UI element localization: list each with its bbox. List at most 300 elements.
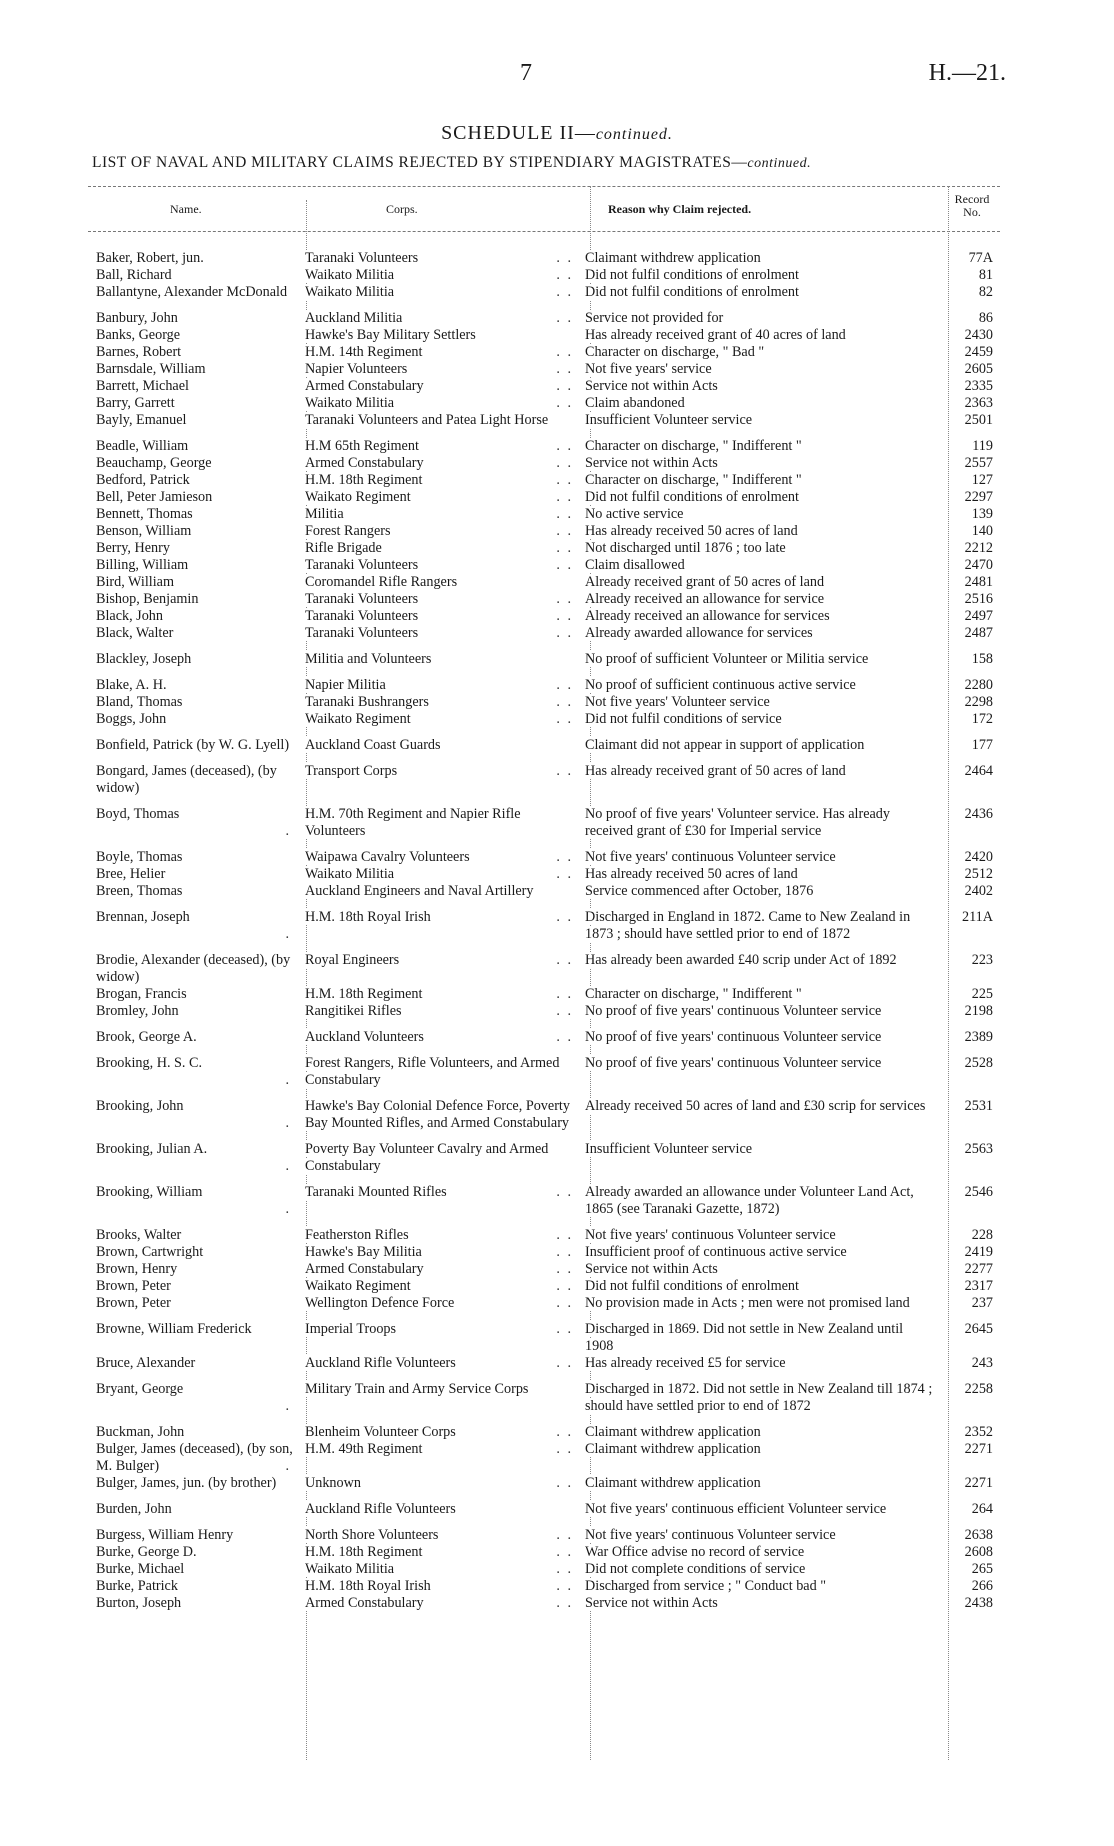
- record-number: [935, 1544, 998, 1561]
- corps-cell-text: Auckland Volunteers: [305, 1029, 427, 1045]
- table-row: [92, 327, 998, 344]
- reason-cell: [577, 378, 935, 395]
- record-number: [935, 1321, 998, 1355]
- reason-cell: [577, 737, 935, 754]
- record-number-text: 158: [972, 651, 996, 667]
- record-number-text: 2389: [965, 1029, 996, 1045]
- reason-cell-text: Service commenced after October, 1876: [585, 883, 816, 899]
- corps-cell-text: Armed Constabulary: [305, 1261, 427, 1277]
- name-cell: [92, 344, 295, 361]
- reason-cell: [577, 1355, 935, 1372]
- list-title: [92, 154, 811, 172]
- corps-cell: [295, 677, 577, 694]
- name-cell-text: Bongard, James (deceased), (by widow): [96, 763, 277, 796]
- record-number-text: 2198: [965, 1003, 996, 1019]
- name-cell-text: Bree, Helier: [96, 866, 168, 882]
- corps-cell-text: H.M. 18th Royal Irish: [305, 909, 434, 925]
- corps-cell-text: Waikato Militia: [305, 395, 397, 411]
- reason-cell-text: Has already received 50 acres of land: [585, 523, 801, 539]
- corps-cell: [295, 952, 577, 986]
- record-number: [935, 1184, 998, 1218]
- name-cell: [92, 574, 295, 591]
- name-cell: [92, 250, 295, 267]
- name-cell-text: Beauchamp, George: [96, 455, 215, 471]
- reason-cell: [577, 250, 935, 267]
- name-cell-text: Brown, Peter: [96, 1278, 174, 1294]
- reason-cell: [577, 395, 935, 412]
- table-row: [92, 489, 998, 506]
- corps-cell-text: Transport Corps: [305, 763, 400, 779]
- name-cell-text: Bishop, Benjamin: [96, 591, 201, 607]
- corps-cell-text: Auckland Militia: [305, 310, 405, 326]
- table-row: [92, 952, 998, 986]
- reason-cell-text: Did not fulfil conditions of enrolment: [585, 284, 802, 300]
- table-row: [92, 267, 998, 284]
- table-row: [92, 608, 998, 625]
- reason-cell: [577, 763, 935, 797]
- reason-cell: [577, 806, 935, 840]
- reason-cell: [577, 574, 935, 591]
- record-number: [935, 1055, 998, 1089]
- record-number-text: 2557: [965, 455, 996, 471]
- record-number: [935, 952, 998, 986]
- reason-cell-text: Not five years' continuous Volunteer service: [585, 849, 839, 865]
- reason-cell: [577, 506, 935, 523]
- reason-cell: [577, 952, 935, 986]
- record-number: [935, 1355, 998, 1372]
- record-number-text: 2645: [965, 1321, 996, 1337]
- schedule-title: [0, 122, 1114, 145]
- name-cell: [92, 694, 295, 711]
- corps-cell-text: H.M 65th Regiment: [305, 438, 422, 454]
- corps-cell: [295, 1561, 577, 1578]
- corps-cell: [295, 806, 577, 840]
- name-cell-text: Bruce, Alexander: [96, 1355, 198, 1371]
- name-cell: [92, 952, 295, 986]
- corps-cell: [295, 1424, 577, 1441]
- reason-cell-text: Already received 50 acres of land and £30 scrip for services: [585, 1098, 928, 1114]
- record-number-text: 2438: [965, 1595, 996, 1611]
- name-cell-text: Bird, William: [96, 574, 177, 590]
- corps-cell: [295, 395, 577, 412]
- corps-cell-text: Taranaki Volunteers and Patea Light Horse: [305, 412, 551, 428]
- table-row: [92, 986, 998, 1003]
- table-header: [88, 186, 1000, 232]
- table-row: [92, 1029, 998, 1046]
- name-cell: [92, 1029, 295, 1046]
- name-cell: [92, 591, 295, 608]
- record-number-text: 2638: [965, 1527, 996, 1543]
- column-header-record: Record No.: [954, 192, 990, 219]
- record-number-text: 2402: [965, 883, 996, 899]
- reason-cell: [577, 1098, 935, 1132]
- table-row: [92, 455, 998, 472]
- reason-cell: [577, 438, 935, 455]
- table-row: [92, 574, 998, 591]
- record-number: [935, 1424, 998, 1441]
- name-cell-text: Brooking, H. S. C.: [96, 1055, 205, 1071]
- corps-cell-text: H.M. 70th Regiment and Napier Rifle Volunteers: [305, 806, 521, 839]
- list-title-text: LIST OF NAVAL AND MILITARY CLAIMS REJECTED BY STIPENDIARY MAGISTRATES—: [92, 154, 748, 171]
- reason-cell-text: No proof of five years' continuous Volunteer service: [585, 1003, 884, 1019]
- table-row: [92, 1261, 998, 1278]
- reason-cell: [577, 1295, 935, 1312]
- record-number: [935, 763, 998, 797]
- name-cell-text: Brodie, Alexander (deceased), (by widow): [96, 952, 291, 985]
- reason-cell: [577, 1381, 935, 1415]
- reason-cell-text: Already received an allowance for services: [585, 608, 833, 624]
- record-number: [935, 737, 998, 754]
- corps-cell-text: Taranaki Volunteers: [305, 250, 421, 266]
- name-cell: [92, 438, 295, 455]
- corps-cell: [295, 651, 577, 668]
- name-cell: [92, 1141, 295, 1175]
- corps-cell-text: Coromandel Rifle Rangers: [305, 574, 460, 590]
- reason-cell-text: Discharged in England in 1872. Came to New Zealand in 1873 ; should have settled prior to end of 1872: [585, 909, 911, 942]
- reason-cell: [577, 267, 935, 284]
- reason-cell-text: No proof of five years' continuous Volunteer service: [585, 1029, 884, 1045]
- record-number-text: 2419: [965, 1244, 996, 1260]
- reason-cell-text: Has already received £5 for service: [585, 1355, 789, 1371]
- name-cell: [92, 489, 295, 506]
- table-row: [92, 1295, 998, 1312]
- reason-cell-text: Already received an allowance for service: [585, 591, 827, 607]
- name-cell: [92, 455, 295, 472]
- corps-cell-text: Napier Volunteers: [305, 361, 410, 377]
- name-cell-text: Bonfield, Patrick (by W. G. Lyell): [96, 737, 292, 753]
- reason-cell: [577, 909, 935, 943]
- name-cell-text: Blackley, Joseph: [96, 651, 194, 667]
- corps-cell-text: North Shore Volunteers: [305, 1527, 441, 1543]
- record-number-text: 2317: [965, 1278, 996, 1294]
- corps-cell-text: Waikato Militia: [305, 866, 397, 882]
- reason-cell: [577, 866, 935, 883]
- corps-cell-text: Blenheim Volunteer Corps: [305, 1424, 459, 1440]
- name-cell-text: Boyd, Thomas: [96, 806, 182, 822]
- corps-cell-text: Armed Constabulary: [305, 455, 427, 471]
- corps-cell-text: Taranaki Volunteers: [305, 608, 421, 624]
- name-cell-text: Brooking, Julian A.: [96, 1141, 210, 1157]
- reason-cell-text: Has already received grant of 50 acres of land: [585, 763, 849, 779]
- reason-cell: [577, 1595, 935, 1612]
- record-number: [935, 1561, 998, 1578]
- record-number: [935, 267, 998, 284]
- corps-cell: [295, 1355, 577, 1372]
- corps-cell: [295, 608, 577, 625]
- reason-cell: [577, 489, 935, 506]
- corps-cell-text: Waikato Militia: [305, 284, 397, 300]
- reason-cell: [577, 540, 935, 557]
- name-cell-text: Burke, Patrick: [96, 1578, 181, 1594]
- name-cell-text: Ballantyne, Alexander McDonald: [96, 284, 290, 300]
- table-row: [92, 1561, 998, 1578]
- record-number-text: 2258: [965, 1381, 996, 1397]
- name-cell: [92, 1595, 295, 1612]
- reason-cell-text: Insufficient Volunteer service: [585, 1141, 755, 1157]
- corps-cell: [295, 412, 577, 429]
- record-number: [935, 677, 998, 694]
- name-cell: [92, 608, 295, 625]
- name-cell-text: Burgess, William Henry: [96, 1527, 236, 1543]
- reason-cell: [577, 1475, 935, 1492]
- record-number-text: 2528: [965, 1055, 996, 1071]
- reason-cell: [577, 711, 935, 728]
- name-cell: [92, 711, 295, 728]
- table-row: [92, 763, 998, 797]
- table-row: [92, 506, 998, 523]
- reason-cell-text: No proof of five years' continuous Volunteer service: [585, 1055, 884, 1071]
- table-row: [92, 909, 998, 943]
- reason-cell: [577, 1261, 935, 1278]
- table-row: [92, 694, 998, 711]
- record-number-text: 2271: [965, 1441, 996, 1457]
- reason-cell: [577, 1441, 935, 1475]
- reason-cell-text: No proof of sufficient continuous active service: [585, 677, 859, 693]
- name-cell: [92, 866, 295, 883]
- name-cell: [92, 506, 295, 523]
- table-row: [92, 1098, 998, 1132]
- name-cell-text: Breen, Thomas: [96, 883, 185, 899]
- corps-cell: [295, 1261, 577, 1278]
- name-cell-text: Black, Walter: [96, 625, 176, 641]
- table-row: [92, 1441, 998, 1475]
- record-number: [935, 327, 998, 344]
- name-cell: [92, 1278, 295, 1295]
- reason-cell-text: Claimant did not appear in support of application: [585, 737, 867, 753]
- reason-cell-text: Claim disallowed: [585, 557, 688, 573]
- corps-cell: [295, 1381, 577, 1415]
- corps-cell-text: H.M. 18th Regiment: [305, 1544, 425, 1560]
- table-row: [92, 806, 998, 840]
- name-cell-text: Bulger, James (deceased), (by son, M. Bulger): [96, 1441, 293, 1474]
- name-cell-text: Boyle, Thomas: [96, 849, 185, 865]
- name-cell: [92, 625, 295, 642]
- record-number-text: 266: [972, 1578, 996, 1594]
- reason-cell: [577, 361, 935, 378]
- table-row: [92, 557, 998, 574]
- table-row: [92, 361, 998, 378]
- record-number-text: 2459: [965, 344, 996, 360]
- reason-cell: [577, 412, 935, 429]
- corps-cell-text: Wellington Defence Force: [305, 1295, 457, 1311]
- reason-cell: [577, 455, 935, 472]
- name-cell: [92, 1527, 295, 1544]
- corps-cell-text: Imperial Troops: [305, 1321, 399, 1337]
- name-cell: [92, 412, 295, 429]
- record-number: [935, 378, 998, 395]
- table-row: [92, 1381, 998, 1415]
- reason-cell-text: No provision made in Acts ; men were not promised land: [585, 1295, 913, 1311]
- record-number: [935, 1141, 998, 1175]
- reason-cell: [577, 557, 935, 574]
- reason-cell-text: Discharged in 1872. Did not settle in New Zealand till 1874 ; should have settled prior to end of 1872: [585, 1381, 933, 1414]
- corps-cell: [295, 1278, 577, 1295]
- corps-cell: [295, 866, 577, 883]
- record-number: [935, 344, 998, 361]
- column-header-corps: Corps.: [386, 202, 418, 216]
- corps-cell-text: Auckland Coast Guards: [305, 737, 444, 753]
- record-number-text: 2277: [965, 1261, 996, 1277]
- name-cell: [92, 763, 295, 797]
- reason-cell: [577, 986, 935, 1003]
- reason-cell-text: Insufficient Volunteer service: [585, 412, 755, 428]
- corps-cell: [295, 909, 577, 943]
- name-cell-text: Brennan, Joseph: [96, 909, 193, 925]
- corps-cell-text: Hawke's Bay Militia: [305, 1244, 425, 1260]
- corps-cell: [295, 1321, 577, 1355]
- corps-cell-text: Rifle Brigade: [305, 540, 385, 556]
- name-cell: [92, 1578, 295, 1595]
- name-cell-text: Bennett, Thomas: [96, 506, 196, 522]
- table-row: [92, 344, 998, 361]
- record-number-text: 2297: [965, 489, 996, 505]
- name-cell: [92, 1544, 295, 1561]
- table-row: [92, 250, 998, 267]
- name-cell-text: Brooking, John: [96, 1098, 187, 1114]
- table-row: [92, 1141, 998, 1175]
- name-cell-text: Barrett, Michael: [96, 378, 192, 394]
- column-header-name: Name.: [170, 202, 202, 216]
- corps-cell: [295, 284, 577, 301]
- record-number: [935, 1029, 998, 1046]
- record-number: [935, 472, 998, 489]
- record-number-text: 2335: [965, 378, 996, 394]
- table-row: [92, 711, 998, 728]
- name-cell: [92, 849, 295, 866]
- name-cell: [92, 806, 295, 840]
- corps-cell: [295, 540, 577, 557]
- reason-cell-text: Already received grant of 50 acres of land: [585, 574, 827, 590]
- corps-cell: [295, 523, 577, 540]
- reason-cell-text: Did not complete conditions of service: [585, 1561, 808, 1577]
- corps-cell: [295, 574, 577, 591]
- name-cell-text: Brooks, Walter: [96, 1227, 184, 1243]
- name-cell: [92, 523, 295, 540]
- record-number-text: 2470: [965, 557, 996, 573]
- reason-cell-text: No proof of five years' Volunteer service. Has already received grant of £30 for Imperial service: [585, 806, 890, 839]
- name-cell: [92, 472, 295, 489]
- reason-cell: [577, 883, 935, 900]
- corps-cell: [295, 1501, 577, 1518]
- name-cell: [92, 1055, 295, 1089]
- table-row: [92, 849, 998, 866]
- corps-cell-text: Napier Militia: [305, 677, 389, 693]
- corps-cell-text: Forest Rangers, Rifle Volunteers, and Armed Constabulary: [305, 1055, 560, 1088]
- table-row: [92, 651, 998, 668]
- corps-cell-text: Militia: [305, 506, 347, 522]
- record-number-text: 140: [972, 523, 996, 539]
- name-cell: [92, 557, 295, 574]
- name-cell: [92, 1003, 295, 1020]
- name-cell-text: Burke, George D.: [96, 1544, 200, 1560]
- name-cell: [92, 327, 295, 344]
- table-row: [92, 866, 998, 883]
- name-cell: [92, 1424, 295, 1441]
- record-number-text: 82: [979, 284, 996, 300]
- reason-cell-text: Already awarded allowance for services: [585, 625, 816, 641]
- reason-cell: [577, 1244, 935, 1261]
- record-number-text: 2436: [965, 806, 996, 822]
- reason-cell: [577, 327, 935, 344]
- record-number: [935, 1278, 998, 1295]
- corps-cell: [295, 1029, 577, 1046]
- record-number-text: 2420: [965, 849, 996, 865]
- table-row: [92, 1595, 998, 1612]
- corps-cell: [295, 591, 577, 608]
- reason-cell-text: No active service: [585, 506, 686, 522]
- record-number: [935, 1227, 998, 1244]
- record-number-text: 2512: [965, 866, 996, 882]
- reason-cell: [577, 1029, 935, 1046]
- name-cell: [92, 1261, 295, 1278]
- record-number: [935, 608, 998, 625]
- name-cell-text: Baker, Robert, jun.: [96, 250, 207, 266]
- table-row: [92, 1227, 998, 1244]
- record-number-text: 2563: [965, 1141, 996, 1157]
- reason-cell: [577, 694, 935, 711]
- name-cell-text: Billing, William: [96, 557, 191, 573]
- corps-cell: [295, 1003, 577, 1020]
- name-cell: [92, 1501, 295, 1518]
- name-cell-text: Banks, George: [96, 327, 183, 343]
- table-row: [92, 1321, 998, 1355]
- record-number-text: 225: [972, 986, 996, 1002]
- record-number: [935, 591, 998, 608]
- name-cell-text: Berry, Henry: [96, 540, 173, 556]
- record-number: [935, 506, 998, 523]
- name-cell-text: Buckman, John: [96, 1424, 187, 1440]
- corps-cell: [295, 737, 577, 754]
- corps-cell-text: Royal Engineers: [305, 952, 402, 968]
- reason-cell-text: Claim abandoned: [585, 395, 688, 411]
- record-number: [935, 574, 998, 591]
- name-cell: [92, 284, 295, 301]
- record-number: [935, 866, 998, 883]
- record-number-text: 2298: [965, 694, 996, 710]
- record-number: [935, 883, 998, 900]
- name-cell: [92, 1321, 295, 1355]
- reason-cell: [577, 608, 935, 625]
- corps-cell: [295, 267, 577, 284]
- corps-cell: [295, 1527, 577, 1544]
- name-cell-text: Boggs, John: [96, 711, 169, 727]
- record-number-text: 2516: [965, 591, 996, 607]
- reason-cell-text: Character on discharge, " Indifferent ": [585, 986, 805, 1002]
- name-cell: [92, 1441, 295, 1475]
- table-row: [92, 472, 998, 489]
- corps-cell: [295, 1055, 577, 1089]
- corps-cell: [295, 1578, 577, 1595]
- record-number-text: 265: [972, 1561, 996, 1577]
- name-cell-text: Brook, George A.: [96, 1029, 200, 1045]
- reason-cell: [577, 1501, 935, 1518]
- reason-cell: [577, 1544, 935, 1561]
- corps-cell: [295, 455, 577, 472]
- reason-cell-text: Character on discharge, " Indifferent ": [585, 438, 805, 454]
- corps-cell-text: Taranaki Volunteers: [305, 625, 421, 641]
- name-cell: [92, 986, 295, 1003]
- table-row: [92, 540, 998, 557]
- record-number-text: 2430: [965, 327, 996, 343]
- corps-cell-text: H.M. 18th Regiment: [305, 472, 425, 488]
- corps-cell: [295, 1244, 577, 1261]
- table-row: [92, 1055, 998, 1089]
- record-number-text: 81: [979, 267, 996, 283]
- name-cell: [92, 1355, 295, 1372]
- record-number-text: 228: [972, 1227, 996, 1243]
- reason-cell-text: Has already been awarded £40 scrip under Act of 1892: [585, 952, 900, 968]
- record-number: [935, 1441, 998, 1475]
